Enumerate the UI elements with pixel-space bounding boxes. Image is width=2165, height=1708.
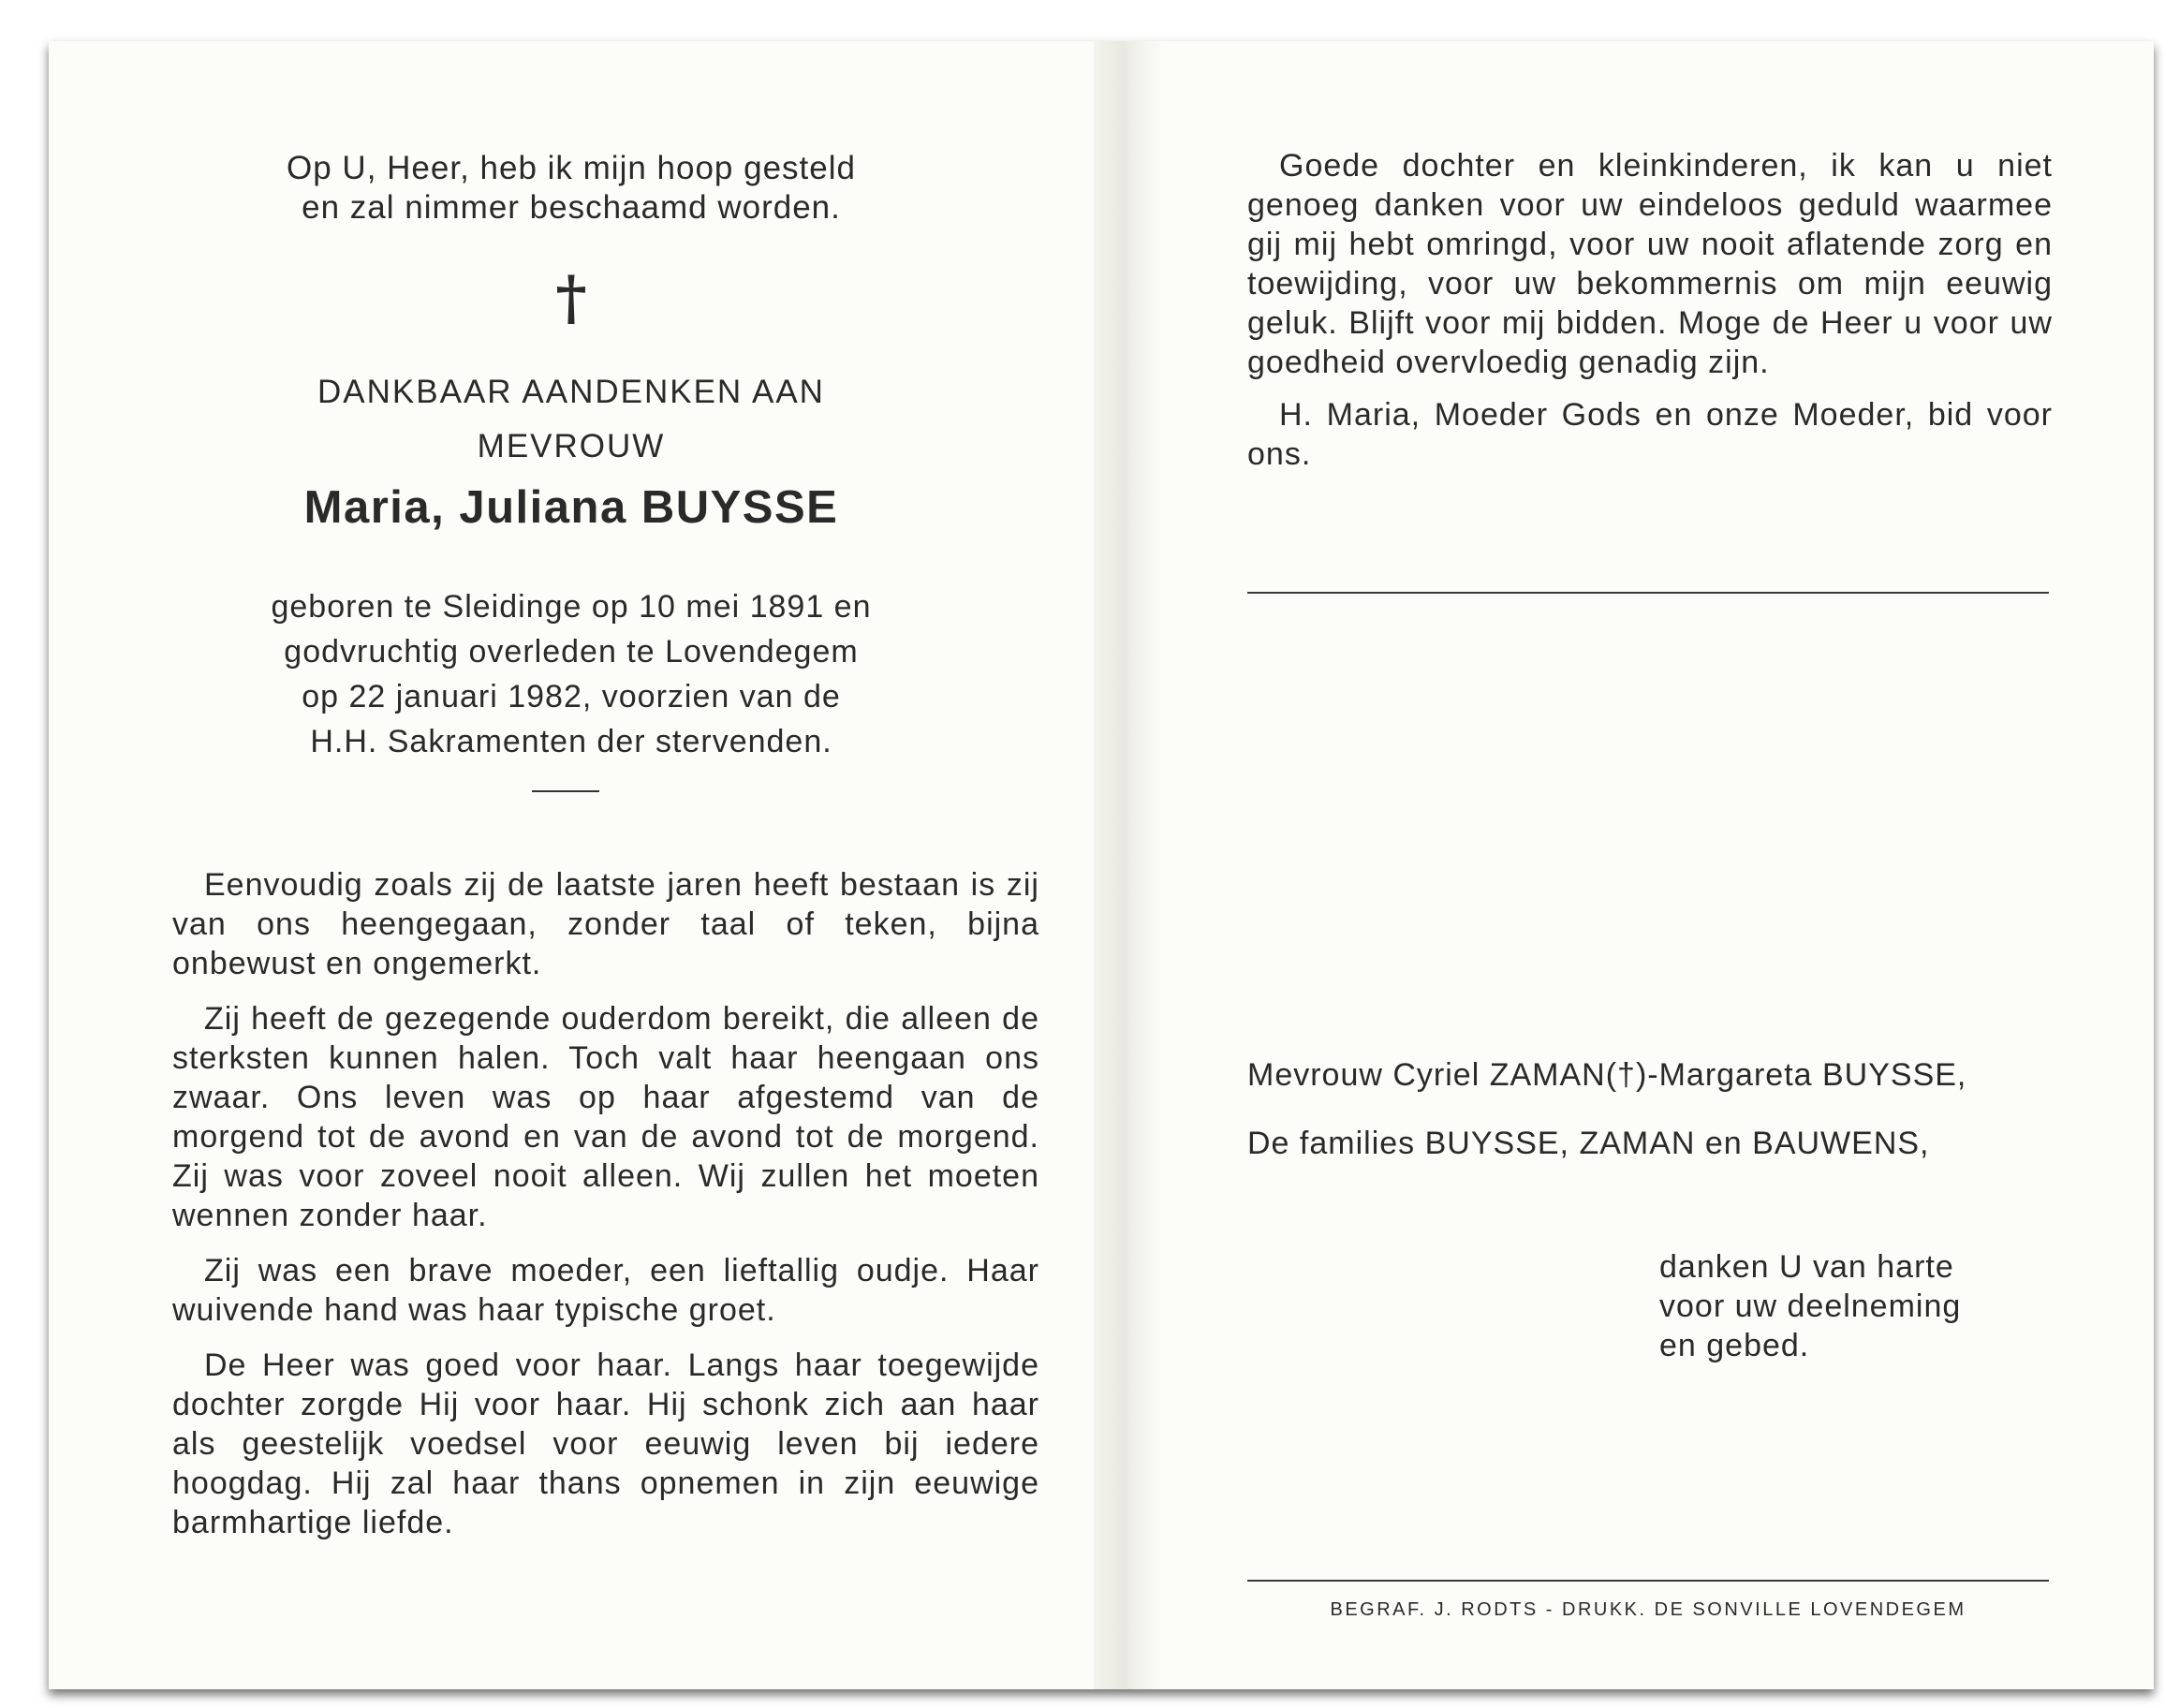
thanks-line: en gebed. <box>1659 1328 1810 1363</box>
farewell-text <box>1247 146 2053 487</box>
right-page <box>1161 41 2154 1689</box>
title-prefix: MEVROUW <box>477 428 666 464</box>
short-divider <box>532 790 599 792</box>
bio-line: godvruchtig overleden te Lovendegem <box>284 634 859 670</box>
paragraph: H. Maria, Moeder Gods en onze Moeder, bid voor ons. <box>1247 397 2053 472</box>
footer-divider <box>1247 1580 2049 1582</box>
paragraph: Zij was een brave moeder, een lieftallig oudje. Haar wuivende hand was haar typische groet. <box>172 1253 1039 1328</box>
divider-line <box>1247 592 2049 594</box>
verse-line: Op U, Heer, heb ik mijn hoop gesteld <box>287 150 856 186</box>
thanks-line: danken U van harte <box>1659 1249 1954 1285</box>
cross-symbol: † <box>555 263 587 333</box>
thanks-note <box>1659 1247 2053 1365</box>
thanks-line: voor uw deelneming <box>1659 1288 1962 1324</box>
memorial-card <box>49 41 2154 1689</box>
deceased-name: Maria, Juliana BUYSSE <box>303 482 839 533</box>
left-page <box>49 41 1094 1689</box>
bio-line: geboren te Sleidinge op 10 mei 1891 en <box>271 589 872 625</box>
biography <box>49 584 1094 764</box>
bio-line: H.H. Sakramenten der stervenden. <box>310 724 832 759</box>
printer-credit: BEGRAF. J. RODTS - DRUKK. DE SONVILLE LOVENDEGEM <box>1330 1599 1966 1620</box>
paragraph: Goede dochter en kleinkinderen, ik kan u niet genoeg danken voor uw eindeloos geduld waarmee gij mij hebt omringd, voor uw nooit aflatende zorg en toewijding, voor uw bekommernis om mijn eeuwig geluk. Blijft voor mij bidden. Moge de Heer u voor uw goedheid overvloedig genadig zijn. <box>1247 148 2053 380</box>
memorial-text <box>172 865 1039 1558</box>
dedication-heading: DANKBAAR AANDENKEN AAN <box>317 374 825 410</box>
family-line: De families BUYSSE, ZAMAN en BAUWENS, <box>1247 1126 1930 1161</box>
verse-line: en zal nimmer beschaamd worden. <box>302 189 841 226</box>
paragraph: Eenvoudig zoals zij de laatste jaren heeft bestaan is zij van ons heengegaan, zonder taal of teken, bijna onbewust en ongemerkt. <box>172 867 1039 981</box>
card-fold <box>1094 41 1161 1689</box>
opening-verse <box>49 149 1094 228</box>
paragraph: De Heer was goed voor haar. Langs haar toegewijde dochter zorgde Hij voor haar. Hij schonk zich aan haar als geestelijk voedsel voor eeuwig leven bij iedere hoogdag. Hij zal haar thans opnemen in zijn eeuwige barmhartige liefde. <box>172 1347 1039 1540</box>
paragraph: Zij heeft de gezegende ouderdom bereikt, die alleen de sterksten kunnen halen. Toch valt haar heengaan ons zwaar. Ons leven was op haar afgestemd van de morgend tot de avond en van de avond tot de morgend. Zij was voor zoveel nooit alleen. Wij zullen het moeten wennen zonder haar. <box>172 1001 1039 1233</box>
family-line: Mevrouw Cyriel ZAMAN(†)-Margareta BUYSSE, <box>1247 1057 1967 1093</box>
bio-line: op 22 januari 1982, voorzien van de <box>302 679 841 714</box>
